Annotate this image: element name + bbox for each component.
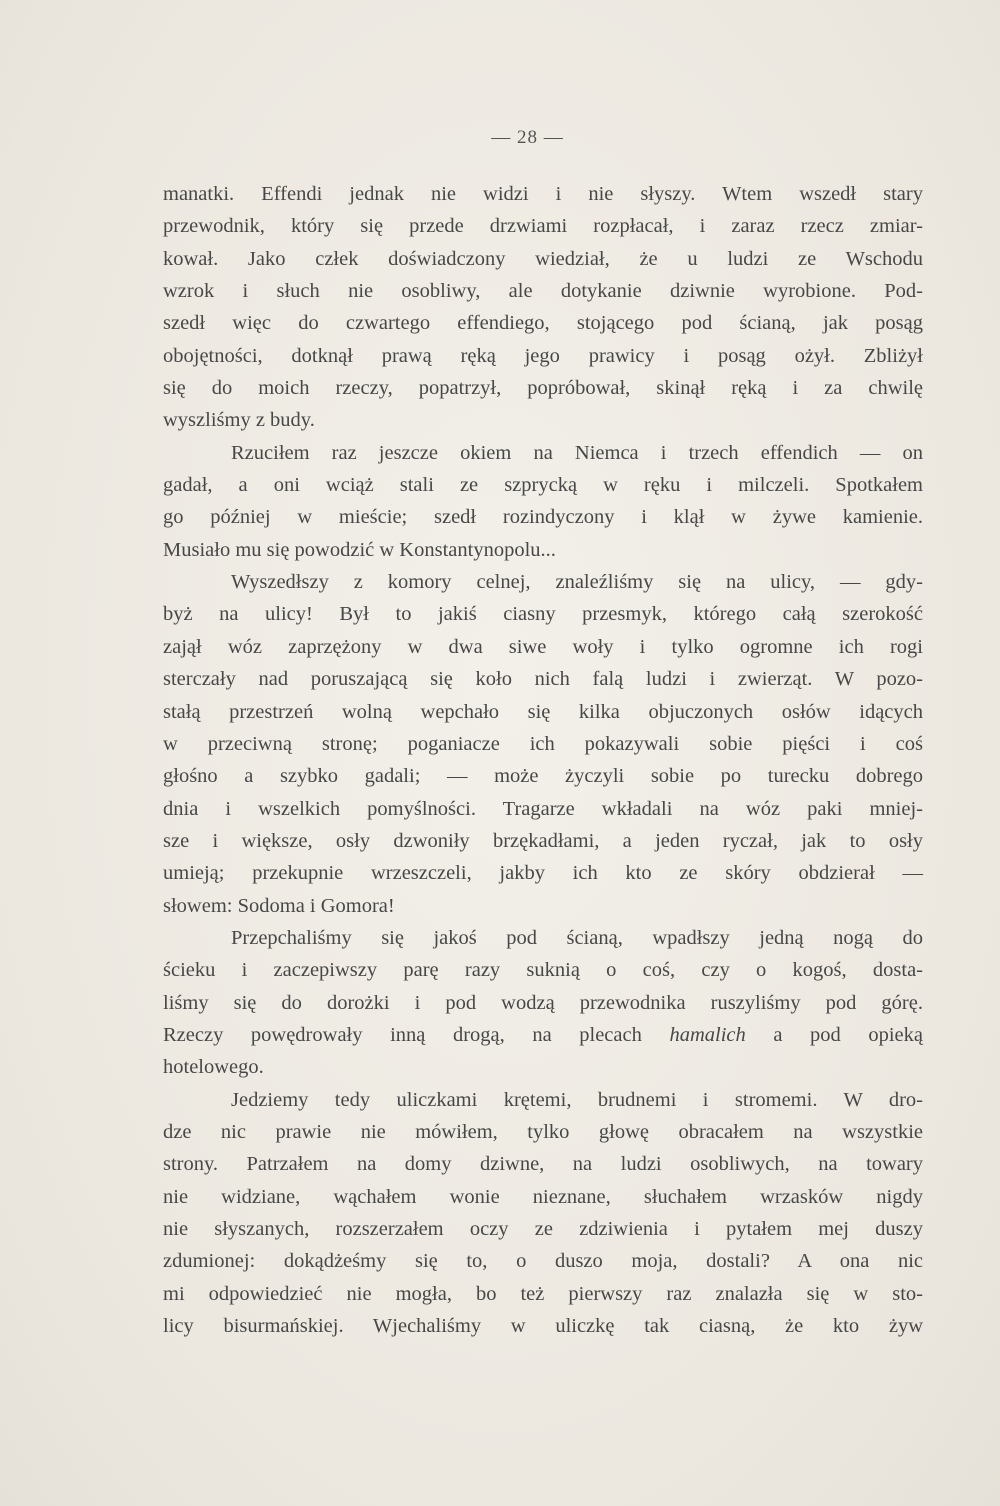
text-line: w przeciwną stronę; poganiacze ich pokazywali sobie pięści i coś <box>163 732 923 755</box>
text-line: dze nic prawie nie mówiłem, tylko głowę obracałem na wszystkie <box>163 1120 923 1143</box>
text-line: licy bisurmańskiej. Wjechaliśmy w uliczkę tak ciasną, że kto żyw <box>163 1315 923 1338</box>
text-line: Wyszedłszy z komory celnej, znaleźliśmy się na ulicy, — gdy- <box>231 571 923 594</box>
text-line: głośno a szybko gadali; — może życzyli sobie po turecku dobrego <box>163 765 923 788</box>
text-line: dnia i wszelkich pomyślności. Tragarze wkładali na wóz paki mniej- <box>163 797 923 820</box>
text-line: wzrok i słuch nie osobliwy, ale dotykanie dziwnie wyrobione. Pod- <box>163 280 923 303</box>
text-line: Rzeczy powędrowały inną drogą, na plecach hamalich a pod opieką <box>163 1023 923 1046</box>
text-line: byż na ulicy! Był to jakiś ciasny przesmyk, którego całą szerokość <box>163 603 923 626</box>
text-line: obojętności, dotknął prawą ręką jego prawicy i posąg ożył. Zbliżył <box>163 344 923 367</box>
text-line: umieją; przekupnie wrzeszczeli, jakby ich kto ze skóry obdzierał — <box>163 862 923 885</box>
italic-word: hamalich <box>669 1023 746 1046</box>
text-line: przewodnik, który się przede drzwiami rozpłacał, i zaraz rzecz zmiar- <box>163 215 923 238</box>
text-line: się do moich rzeczy, popatrzył, popróbował, skinął ręką i za chwilę <box>163 377 923 400</box>
text-line: mi odpowiedzieć nie mogła, bo też pierwszy raz znalazła się w sto- <box>163 1282 923 1305</box>
text-line: gadał, a oni wciąż stali ze szprycką w ręku i milczeli. Spotkałem <box>163 474 923 497</box>
text-line: zdumionej: dokądżeśmy się to, o duszo moja, dostali? A ona nic <box>163 1250 923 1273</box>
text-line: nie widziane, wąchałem wonie nieznane, słuchałem wrzasków nigdy <box>163 1185 923 1208</box>
text-line: słowem: Sodoma i Gomora! <box>163 894 395 917</box>
text-line: sterczały nad poruszającą się koło nich falą ludzi i zwierząt. W pozo- <box>163 668 923 691</box>
text-line: Musiało mu się powodzić w Konstantynopolu... <box>163 538 556 561</box>
text-line: nie słyszanych, rozszerzałem oczy ze zdziwienia i pytałem mej duszy <box>163 1218 923 1240</box>
text-line: hotelowego. <box>163 1056 264 1079</box>
page-number: — 28 — <box>491 127 564 148</box>
text-line: szedł więc do czwartego effendiego, stojącego pod ścianą, jak posąg <box>163 312 923 335</box>
text-line: kował. Jako człek doświadczony wiedział, że u ludzi ze Wschodu <box>163 247 923 270</box>
text-line: Rzuciłem raz jeszcze okiem na Niemca i trzech effendich — on <box>231 441 923 464</box>
text-line: go później w mieście; szedł rozindyczony i klął w żywe kamienie. <box>163 506 923 529</box>
body-text <box>163 178 923 1342</box>
text-line: ścieku i zaczepiwszy parę razy suknią o coś, czy o kogoś, dosta- <box>163 959 923 982</box>
text-line: stałą przestrzeń wolną wepchało się kilka objuczonych osłów idących <box>163 700 923 723</box>
text-line: zajął wóz zaprzężony w dwa siwe woły i tylko ogromne ich rogi <box>163 635 923 658</box>
text-line: wyszliśmy z budy. <box>163 409 315 432</box>
text-line: sze i większe, osły dzwoniły brzękadłami, a jeden ryczał, jak to osły <box>163 829 923 852</box>
text-line: Jedziemy tedy uliczkami krętemi, brudnemi i stromemi. W dro- <box>231 1088 923 1111</box>
text-line: manatki. Effendi jednak nie widzi i nie słyszy. Wtem wszedł stary <box>163 183 923 205</box>
text-line: strony. Patrzałem na domy dziwne, na ludzi osobliwych, na towary <box>163 1153 923 1176</box>
text-line: Przepchaliśmy się jakoś pod ścianą, wpadłszy jedną nogą do <box>231 926 923 949</box>
text-line: liśmy się do dorożki i pod wodzą przewodnika ruszyliśmy pod górę. <box>163 991 923 1014</box>
